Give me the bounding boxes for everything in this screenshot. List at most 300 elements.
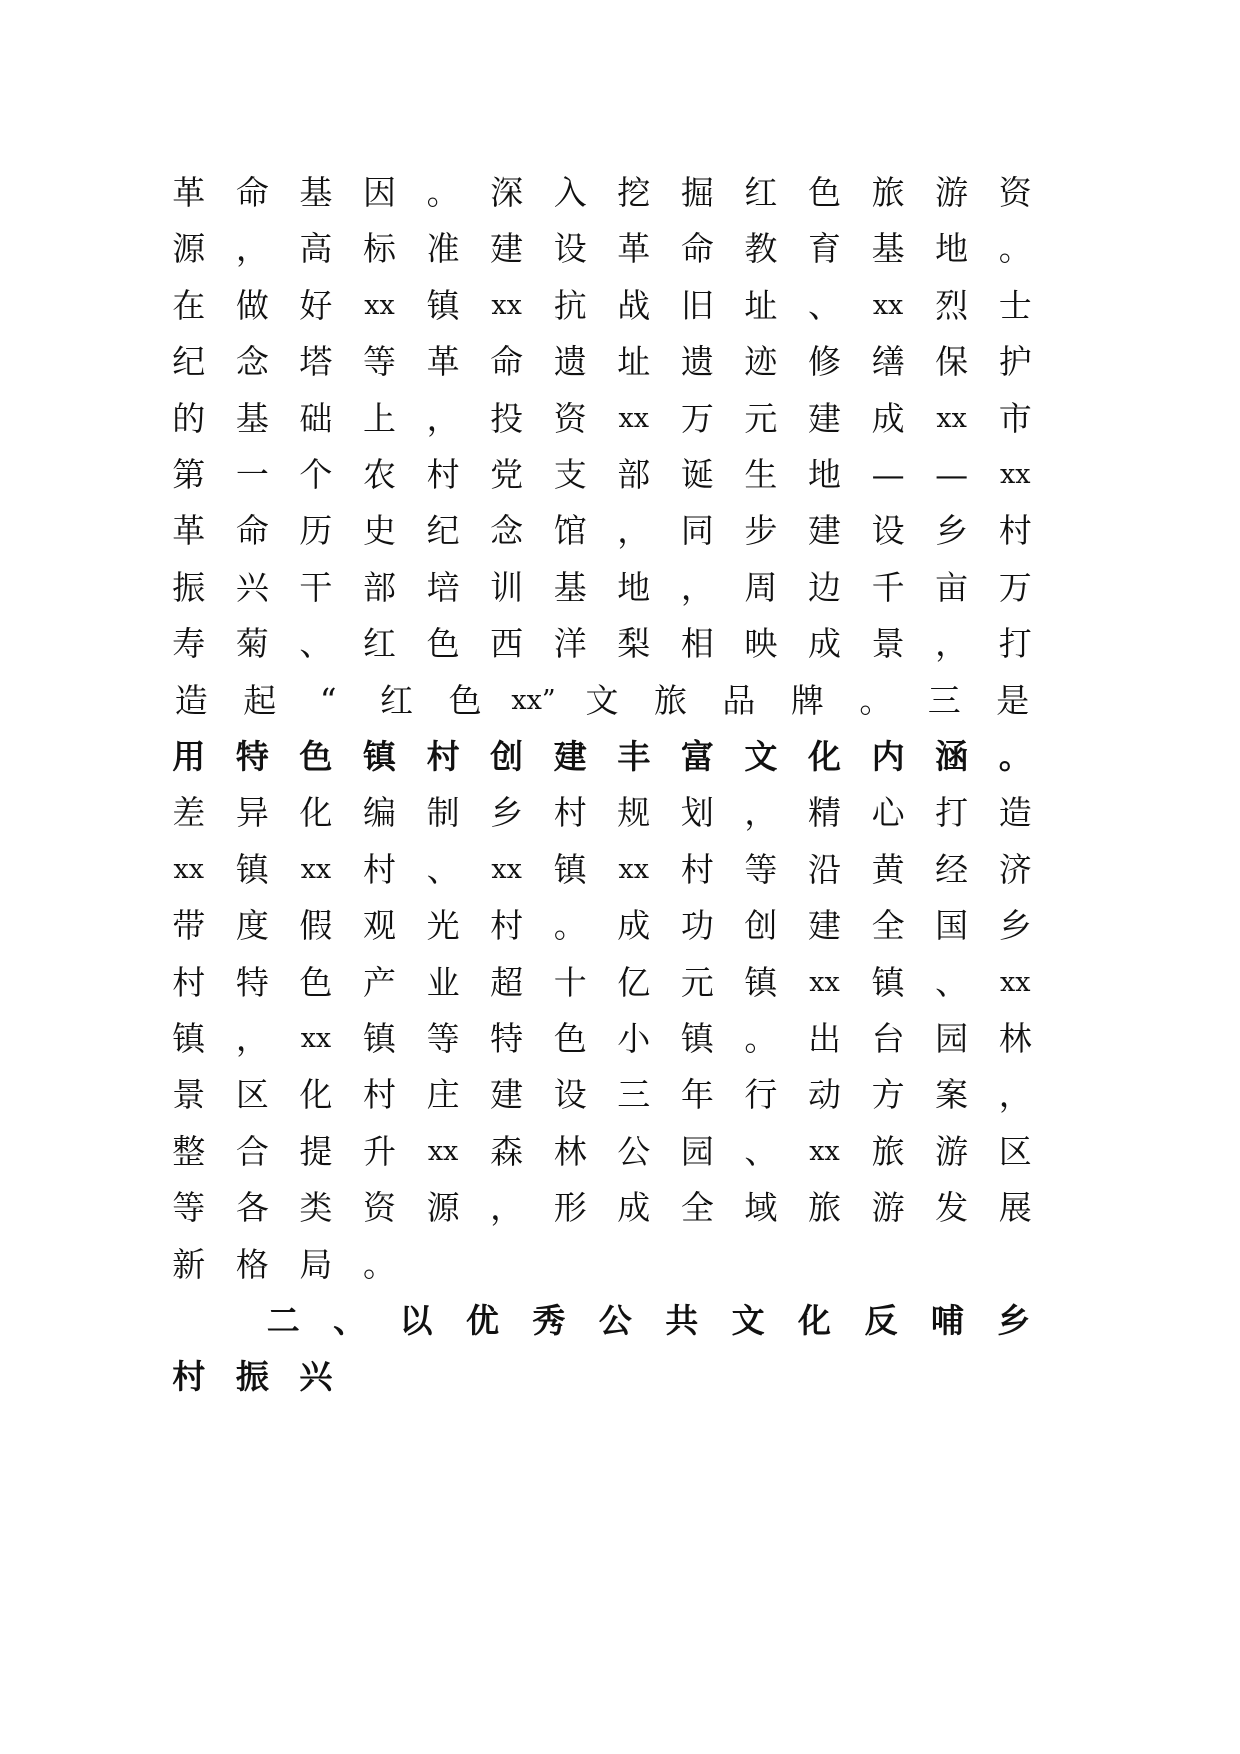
text-glyph: 遗: [680, 342, 714, 382]
text-glyph: 镇: [744, 962, 778, 1002]
text-glyph: 建: [490, 229, 524, 269]
text-glyph: 乡: [998, 906, 1032, 946]
text-glyph: 基: [871, 229, 905, 269]
text-glyph: 命: [235, 511, 269, 551]
text-glyph: 成: [617, 906, 651, 946]
text-glyph: 丰: [617, 737, 651, 776]
text-glyph: 西: [490, 624, 524, 664]
text-glyph: 游: [871, 1188, 905, 1228]
text-glyph: 映: [744, 624, 778, 664]
body-line: [157, 566, 1047, 610]
text-glyph: 。: [744, 1019, 778, 1058]
body-line: [157, 397, 1047, 441]
text-glyph: 设: [553, 1075, 587, 1115]
text-glyph: 林: [553, 1131, 587, 1171]
body-line: [157, 1130, 1047, 1174]
text-glyph: 观: [363, 906, 396, 946]
text-glyph: 园: [935, 1019, 969, 1058]
text-glyph: 全: [680, 1188, 714, 1228]
text-glyph: 。: [363, 1244, 396, 1284]
text-glyph: 共: [665, 1301, 699, 1340]
text-glyph: 村: [363, 1075, 396, 1115]
text-glyph: 梨: [617, 624, 651, 664]
text-glyph: 革: [172, 173, 206, 212]
text-glyph: 干: [299, 567, 333, 607]
text-glyph: 镇: [363, 737, 396, 776]
text-glyph: 第: [172, 455, 206, 494]
text-glyph: 镇: [426, 285, 460, 325]
text-glyph: 地: [935, 229, 969, 269]
text-glyph: 村: [426, 455, 460, 494]
text-glyph: 假: [299, 906, 333, 946]
text-glyph: 经: [935, 849, 969, 889]
text-glyph: 小: [617, 1019, 651, 1058]
text-glyph: 特: [235, 737, 269, 776]
text-glyph: 红: [380, 680, 414, 720]
text-glyph: 战: [617, 285, 651, 325]
text-glyph: xx: [300, 853, 332, 885]
text-glyph: 心: [871, 793, 905, 833]
text-glyph: 域: [744, 1188, 778, 1228]
text-glyph: ，: [490, 1188, 524, 1228]
text-glyph: 革: [426, 342, 460, 382]
text-glyph: 村: [426, 737, 460, 776]
body-line: [157, 1186, 1047, 1230]
text-glyph: 文: [731, 1301, 765, 1340]
text-glyph: 乡: [490, 793, 524, 833]
text-glyph: 超: [490, 962, 524, 1002]
text-glyph: 镇: [680, 1019, 714, 1058]
text-glyph: 用: [172, 737, 206, 776]
text-glyph: 国: [935, 906, 969, 946]
text-glyph: xx: [999, 459, 1031, 490]
text-glyph: 纪: [172, 342, 206, 382]
text-glyph: 、: [808, 285, 841, 325]
text-glyph: 命: [680, 229, 714, 269]
text-glyph: 振: [172, 567, 206, 607]
text-glyph: 造: [174, 680, 208, 720]
text-glyph: 兴: [235, 567, 269, 607]
text-glyph: 革: [617, 229, 651, 269]
body-line: [157, 848, 1047, 892]
text-glyph: 色: [448, 680, 482, 720]
text-glyph: xx: [364, 289, 395, 321]
text-glyph: 资: [998, 173, 1032, 212]
body-line: [157, 735, 1047, 779]
text-glyph: 创: [744, 906, 778, 946]
text-glyph: 文: [744, 737, 778, 776]
text-glyph: xx: [173, 853, 205, 885]
text-glyph: —: [935, 455, 969, 494]
text-glyph: 。: [859, 680, 893, 720]
text-glyph: 入: [553, 173, 587, 212]
text-glyph: 乡: [997, 1301, 1031, 1340]
text-glyph: 合: [235, 1131, 269, 1171]
text-glyph: 整: [172, 1131, 206, 1171]
text-glyph: 村: [363, 849, 396, 889]
text-glyph: 游: [935, 173, 969, 212]
text-glyph: 、: [426, 849, 460, 889]
text-glyph: 旅: [653, 680, 687, 720]
text-glyph: xx: [809, 966, 840, 998]
text-glyph: 千: [871, 567, 905, 607]
text-glyph: 色: [299, 737, 333, 776]
text-glyph: 菊: [235, 624, 269, 664]
text-glyph: 一: [235, 455, 269, 494]
text-glyph: 资: [363, 1188, 396, 1228]
text-glyph: 资: [553, 398, 587, 438]
text-glyph: 在: [172, 285, 206, 325]
text-glyph: xx: [872, 289, 904, 321]
text-glyph: 址: [744, 285, 778, 325]
text-glyph: 三: [617, 1075, 651, 1115]
text-glyph: 案: [935, 1075, 969, 1115]
text-glyph: 训: [490, 567, 524, 607]
text-glyph: 。: [426, 173, 460, 212]
text-glyph: 出: [808, 1019, 841, 1058]
text-glyph: 制: [426, 793, 460, 833]
text-glyph: xx: [999, 966, 1031, 998]
text-glyph: 。: [998, 229, 1032, 269]
text-glyph: 因: [363, 173, 396, 212]
text-glyph: ，: [235, 1019, 269, 1058]
text-glyph: 。: [553, 906, 587, 946]
text-glyph: 秀: [532, 1301, 566, 1340]
text-glyph: 村: [680, 849, 714, 889]
text-glyph: 基: [553, 567, 587, 607]
text-glyph: 设: [871, 511, 905, 551]
text-glyph: 新: [172, 1244, 206, 1284]
text-glyph: 教: [744, 229, 778, 269]
text-glyph: 标: [363, 229, 396, 269]
text-glyph: 行: [744, 1075, 778, 1115]
text-glyph: 亩: [935, 567, 969, 607]
text-glyph: 成: [871, 398, 905, 438]
text-glyph: 黄: [871, 849, 905, 889]
text-glyph: 色: [299, 962, 333, 1002]
body-line: [157, 679, 1047, 723]
text-glyph: 带: [172, 906, 206, 946]
text-glyph: 打: [998, 624, 1032, 664]
text-glyph: 设: [553, 229, 587, 269]
text-glyph: 等: [363, 342, 396, 382]
text-glyph: 区: [998, 1131, 1032, 1171]
text-glyph: 党: [490, 455, 524, 494]
text-glyph: “: [319, 680, 337, 720]
text-glyph: 建: [808, 398, 841, 438]
body-line: [157, 509, 1047, 553]
text-glyph: 编: [363, 793, 396, 833]
text-glyph: 形: [553, 1188, 587, 1228]
body-line: [157, 171, 1047, 215]
text-glyph: ，: [235, 229, 269, 269]
text-glyph: ，: [998, 1075, 1032, 1115]
text-glyph: 洋: [553, 624, 587, 664]
text-glyph: 色: [553, 1019, 587, 1058]
text-glyph: 度: [235, 906, 269, 946]
text-glyph: 功: [680, 906, 714, 946]
text-glyph: 展: [998, 1188, 1032, 1228]
text-glyph: 部: [617, 455, 651, 494]
text-glyph: 寿: [172, 624, 206, 664]
text-glyph: 等: [744, 849, 778, 889]
body-line: [157, 1243, 1047, 1287]
text-glyph: 命: [235, 173, 269, 212]
text-glyph: 生: [744, 455, 778, 494]
text-glyph: xx”: [511, 684, 556, 716]
text-glyph: 念: [490, 511, 524, 551]
text-glyph: xx: [809, 1135, 840, 1167]
text-glyph: 格: [235, 1244, 269, 1284]
text-glyph: 源: [172, 229, 206, 269]
text-glyph: xx: [618, 402, 650, 434]
text-glyph: 保: [935, 342, 969, 382]
text-glyph: 三: [927, 680, 961, 720]
text-glyph: 动: [808, 1075, 841, 1115]
text-glyph: 支: [553, 455, 587, 494]
text-glyph: 抗: [553, 285, 587, 325]
text-glyph: 迹: [744, 342, 778, 382]
text-glyph: 化: [299, 793, 333, 833]
text-glyph: 旅: [871, 1131, 905, 1171]
text-glyph: 镇: [235, 849, 269, 889]
text-glyph: 村: [172, 1357, 206, 1397]
text-glyph: 周: [744, 567, 778, 607]
text-glyph: 历: [299, 511, 333, 551]
text-glyph: 局: [299, 1244, 333, 1284]
text-glyph: 建: [808, 906, 841, 946]
body-line: [157, 340, 1047, 384]
text-glyph: 部: [363, 567, 396, 607]
text-glyph: xx: [427, 1135, 459, 1167]
text-glyph: 涵: [935, 737, 969, 776]
text-glyph: 特: [235, 962, 269, 1002]
text-glyph: 等: [172, 1188, 206, 1228]
text-glyph: 建: [490, 1075, 524, 1115]
text-glyph: 万: [998, 567, 1032, 607]
text-glyph: ，: [617, 511, 651, 551]
text-glyph: 兴: [299, 1357, 333, 1397]
text-glyph: 准: [426, 229, 460, 269]
text-glyph: 景: [871, 624, 905, 664]
text-glyph: 发: [935, 1188, 969, 1228]
text-glyph: 业: [426, 962, 460, 1002]
text-glyph: 文: [585, 680, 619, 720]
body-line: [157, 1017, 1047, 1061]
text-glyph: 反: [864, 1301, 898, 1340]
text-glyph: xx: [618, 853, 650, 885]
text-glyph: 纪: [426, 511, 460, 551]
text-glyph: 创: [490, 737, 524, 776]
text-glyph: 革: [172, 511, 206, 551]
heading-line: [250, 1299, 1047, 1343]
text-glyph: 化: [798, 1301, 832, 1340]
text-glyph: 深: [490, 173, 524, 212]
text-glyph: 内: [871, 737, 905, 776]
text-glyph: 农: [363, 455, 396, 494]
text-glyph: 等: [426, 1019, 460, 1058]
text-glyph: 源: [426, 1188, 460, 1228]
text-glyph: 护: [998, 342, 1032, 382]
text-glyph: 好: [299, 285, 333, 325]
text-glyph: 边: [808, 567, 841, 607]
text-glyph: 光: [426, 906, 460, 946]
text-glyph: 士: [998, 285, 1032, 325]
text-glyph: 化: [808, 737, 841, 776]
text-glyph: —: [871, 455, 905, 494]
text-glyph: 诞: [680, 455, 714, 494]
text-glyph: 基: [235, 398, 269, 438]
text-glyph: 色: [426, 624, 460, 664]
text-glyph: 振: [235, 1357, 269, 1397]
text-glyph: 上: [363, 398, 396, 438]
text-glyph: 塔: [299, 342, 333, 382]
text-glyph: 提: [299, 1131, 333, 1171]
text-glyph: 十: [553, 962, 587, 1002]
text-glyph: 史: [363, 511, 396, 551]
text-glyph: 村: [553, 793, 587, 833]
text-glyph: 起: [243, 680, 277, 720]
text-glyph: 优: [465, 1301, 499, 1340]
text-glyph: 相: [680, 624, 714, 664]
text-glyph: 旧: [680, 285, 714, 325]
text-glyph: xx: [300, 1023, 332, 1054]
text-glyph: 亿: [617, 962, 651, 1002]
body-line: [157, 791, 1047, 835]
text-glyph: 类: [299, 1188, 333, 1228]
text-glyph: 各: [235, 1188, 269, 1228]
text-glyph: 济: [998, 849, 1032, 889]
text-glyph: ，: [744, 793, 778, 833]
text-glyph: 二: [266, 1301, 300, 1340]
text-glyph: ，: [935, 624, 969, 664]
text-glyph: 镇: [871, 962, 905, 1002]
heading-line: [157, 1355, 1047, 1399]
text-glyph: 台: [871, 1019, 905, 1058]
text-glyph: 打: [935, 793, 969, 833]
text-glyph: 、: [333, 1301, 367, 1340]
text-glyph: 区: [235, 1075, 269, 1115]
text-glyph: 、: [744, 1131, 778, 1171]
body-line: [157, 453, 1047, 497]
text-glyph: 基: [299, 173, 333, 212]
text-glyph: 镇: [363, 1019, 396, 1058]
text-glyph: 成: [808, 624, 841, 664]
text-glyph: 化: [299, 1075, 333, 1115]
text-glyph: 育: [808, 229, 841, 269]
text-glyph: 差: [172, 793, 206, 833]
text-glyph: 以: [399, 1301, 433, 1340]
text-glyph: 建: [808, 511, 841, 551]
text-glyph: 异: [235, 793, 269, 833]
text-glyph: 成: [617, 1188, 651, 1228]
text-glyph: 精: [808, 793, 841, 833]
body-line: [157, 961, 1047, 1005]
body-line: [157, 1073, 1047, 1117]
text-glyph: ，: [680, 567, 714, 607]
text-glyph: 林: [998, 1019, 1032, 1058]
text-glyph: 的: [172, 398, 206, 438]
text-glyph: 园: [680, 1131, 714, 1171]
text-glyph: ，: [426, 398, 460, 438]
body-line: [157, 622, 1047, 666]
text-glyph: 造: [998, 793, 1032, 833]
text-glyph: 同: [680, 511, 714, 551]
text-glyph: 村: [172, 962, 206, 1002]
text-glyph: 修: [808, 342, 841, 382]
text-glyph: 市: [998, 398, 1032, 438]
text-glyph: 村: [998, 511, 1032, 551]
text-glyph: 特: [490, 1019, 524, 1058]
text-glyph: 全: [871, 906, 905, 946]
text-glyph: 村: [490, 906, 524, 946]
body-line: [157, 904, 1047, 948]
text-glyph: 步: [744, 511, 778, 551]
text-glyph: 旅: [808, 1188, 841, 1228]
text-glyph: xx: [491, 853, 522, 885]
text-glyph: 方: [871, 1075, 905, 1115]
text-glyph: 色: [808, 173, 841, 212]
text-glyph: 万: [680, 398, 714, 438]
text-glyph: 沿: [808, 849, 841, 889]
text-glyph: 培: [426, 567, 460, 607]
text-glyph: 产: [363, 962, 396, 1002]
text-glyph: 、: [935, 962, 969, 1002]
text-glyph: 公: [617, 1131, 651, 1171]
text-glyph: 投: [490, 398, 524, 438]
text-glyph: 念: [235, 342, 269, 382]
text-glyph: 址: [617, 342, 651, 382]
text-glyph: xx: [491, 289, 522, 321]
text-glyph: xx: [936, 402, 967, 434]
text-glyph: 划: [680, 793, 714, 833]
text-glyph: 规: [617, 793, 651, 833]
text-glyph: 游: [935, 1131, 969, 1171]
text-glyph: 庄: [426, 1075, 460, 1115]
text-glyph: 地: [617, 567, 651, 607]
body-line: [157, 227, 1047, 271]
text-glyph: 遗: [553, 342, 587, 382]
text-glyph: 镇: [172, 1019, 206, 1058]
text-glyph: 烈: [935, 285, 969, 325]
text-glyph: 镇: [553, 849, 587, 889]
text-glyph: 是: [996, 680, 1030, 720]
text-glyph: 红: [744, 173, 778, 212]
text-glyph: 升: [363, 1131, 396, 1171]
text-glyph: 森: [490, 1131, 524, 1171]
text-glyph: 馆: [553, 511, 587, 551]
text-glyph: 元: [744, 398, 778, 438]
text-glyph: 、: [299, 624, 333, 664]
text-glyph: 。: [998, 737, 1032, 776]
text-glyph: 建: [553, 737, 587, 776]
text-glyph: 牌: [790, 680, 824, 720]
text-glyph: 掘: [680, 173, 714, 212]
text-glyph: 地: [808, 455, 841, 494]
text-glyph: 高: [299, 229, 333, 269]
text-glyph: 挖: [617, 173, 651, 212]
text-glyph: 命: [490, 342, 524, 382]
text-glyph: 个: [299, 455, 333, 494]
text-glyph: 红: [363, 624, 396, 664]
body-line: [157, 284, 1047, 328]
text-glyph: 富: [680, 737, 714, 776]
text-glyph: 乡: [935, 511, 969, 551]
text-glyph: 品: [722, 680, 756, 720]
text-glyph: 年: [680, 1075, 714, 1115]
text-glyph: 哺: [930, 1301, 964, 1340]
text-glyph: 元: [680, 962, 714, 1002]
